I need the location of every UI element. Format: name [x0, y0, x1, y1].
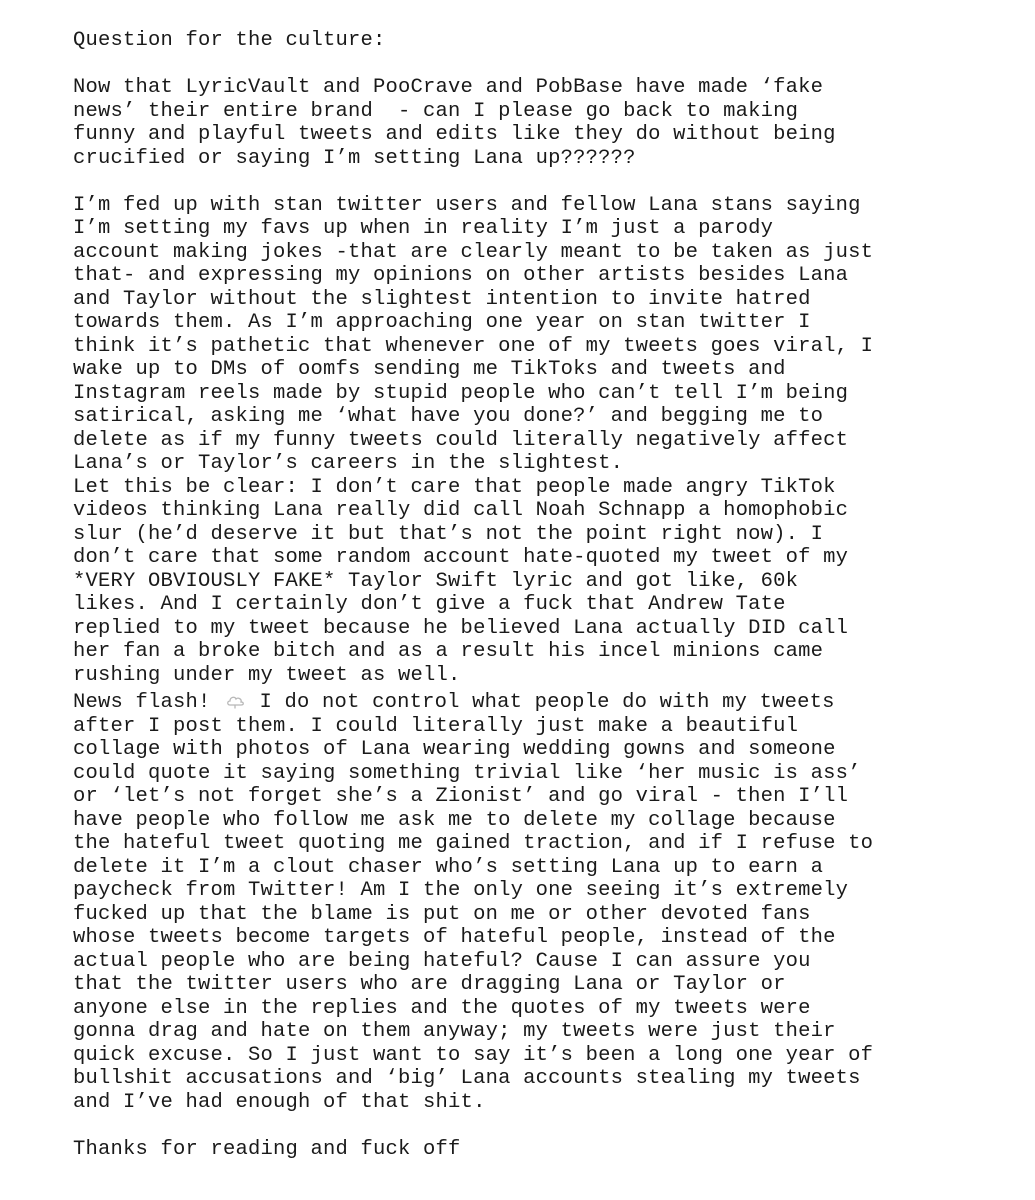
spacer: [73, 1114, 963, 1138]
paragraph-4: [73, 691, 963, 1114]
spacer: [73, 53, 963, 77]
heading-line: Question for the culture:: [73, 29, 386, 52]
paragraph-4-start: News flash!: [73, 691, 211, 714]
paragraph-2: I’m fed up with stan twitter users and fellow Lana stans saying I’m setting my favs up when in reality I’m just a parody account making jokes -that are clearly meant to be taken as just that- and expressing my opinions on other artists besides Lana and Taylor without the slightest intention to invite hatred towards them. As I’m approaching one year on stan twitter I think it’s pathetic that whenever one of my tweets goes viral, I wake up to DMs of oomfs sending me TikToks and tweets and Instagram reels made by stupid people who can’t tell I’m being satirical, asking me ‘what have you done?’ and begging me to delete as if my funny tweets could literally negatively affect Lana’s or Taylor’s careers in the slightest.: [73, 193, 874, 475]
paragraph-4-rest: I do not control what people do with my tweets after I post them. I could literally just make a beautiful collage with photos of Lana wearing wedding gowns and someone could quote it saying something trivial like ‘her music is ass’ or ‘let’s not forget she’s a Zionist’ and go viral - then I’ll have people who follow me ask me to delete my collage because the hateful tweet quoting me gained traction, and if I refuse to delete it I’m a clout chaser who’s setting Lana up to earn a paycheck from Twitter! Am I the only one seeing it’s extremely fucked up that the blame is put on me or other devoted fans whose tweets become targets of hateful people, instead of the actual people who are being hateful? Cause I can assure you that the twitter users who are dragging Lana or Taylor or anyone else in the replies and the quotes of my tweets were gonna drag and hate on them anyway; my tweets were just their quick excuse. So I just want to say it’s been a long one year of bullshit accusations and ‘big’ Lana accounts stealing my tweets and I’ve had enough of that shit.: [73, 691, 874, 1114]
paragraph-3: Let this be clear: I don’t care that people made angry TikTok videos thinking Lana really did call Noah Schnapp a homophobic slur (he’d deserve it but that’s not the point right now). I don’t care that some random account hate-quoted my tweet of my *VERY OBVIOUSLY FAKE* Taylor Swift lyric and got like, 60k likes. And I certainly don’t give a fuck that Andrew Tate replied to my tweet because he believed Lana actually DID call her fan a broke bitch and as a result his incel minions came rushing under my tweet as well.: [73, 475, 849, 687]
document-body: [73, 29, 963, 1161]
spacer: [73, 170, 963, 194]
cloud-icon: [225, 693, 245, 709]
closing-line: Thanks for reading and fuck off: [73, 1137, 461, 1161]
paragraph-1: Now that LyricVault and PooCrave and PobBase have made ‘fake news’ their entire brand - can I please go back to making funny and playful tweets and edits like they do without being crucified or saying I’m setting Lana up??????: [73, 76, 836, 170]
